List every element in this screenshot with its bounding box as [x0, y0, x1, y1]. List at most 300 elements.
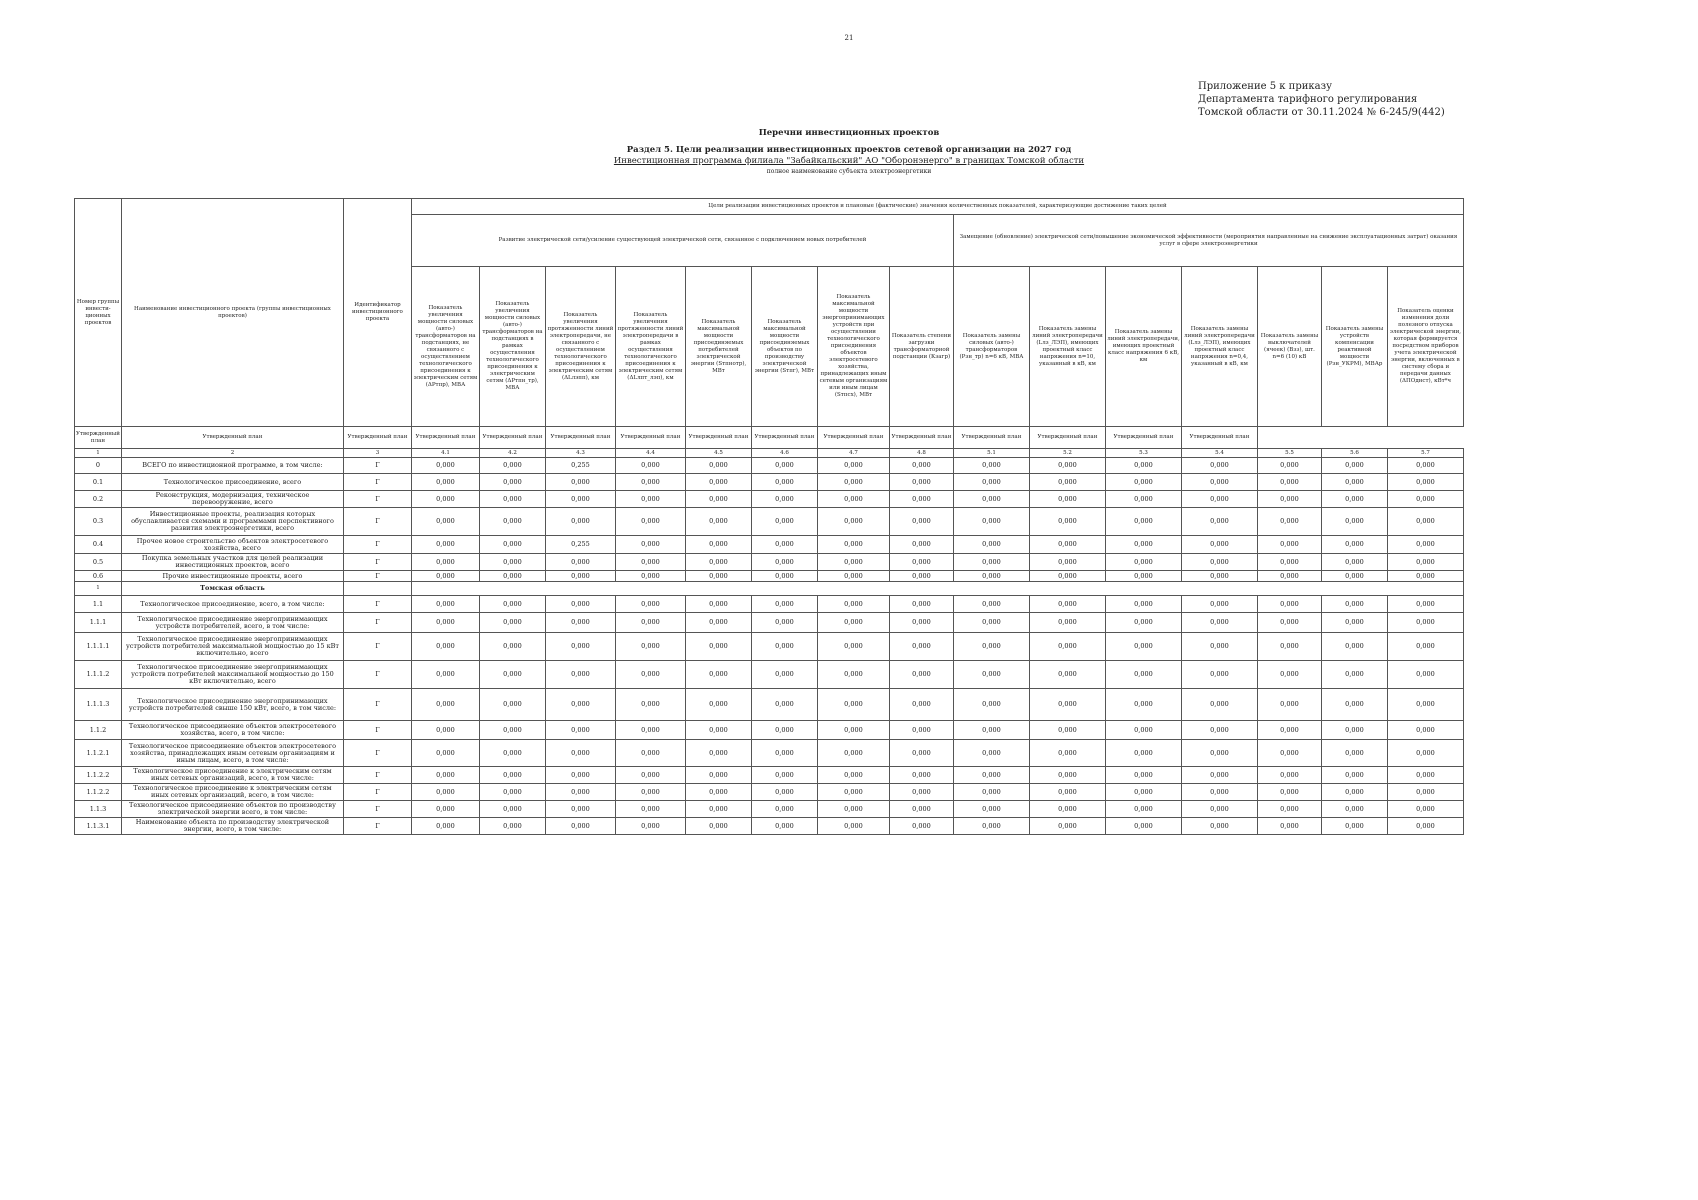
empty-cell: [343, 582, 411, 596]
cell-value: 0,255: [545, 536, 615, 554]
row-name: Реконструкция, модернизация, техническое перевооружение, всего: [121, 491, 343, 508]
row-name: Технологическое присоединение к электрическим сетям иных сетевых организаций, всего, в том числе:: [121, 767, 343, 784]
cell-value: 0,000: [889, 458, 953, 474]
cell-value: 0,000: [685, 458, 751, 474]
cell-value: 0,000: [817, 767, 889, 784]
table-row: [75, 571, 1464, 582]
cell-value: 0,000: [545, 554, 615, 571]
cell-value: 0,000: [685, 767, 751, 784]
row-id: Г: [343, 508, 411, 536]
cell-value: 0,000: [751, 767, 817, 784]
row-id: Г: [343, 689, 411, 721]
cell-value: 0,000: [479, 571, 545, 582]
column-number: 5.7: [1387, 449, 1463, 458]
indicator-header: Показатель замены линий электропередачи (Lлз_ЛЭП), имеющих проектный класс напряжения n=10, указанный в кВ, км: [1029, 267, 1105, 427]
cell-value: 0,000: [685, 633, 751, 661]
cell-value: 0,000: [953, 689, 1029, 721]
cell-value: 0,000: [1321, 661, 1387, 689]
indicator-header: Показатель максимальной мощности энергопринимающих устройств при осуществлении технологического присоединения объектов электросетевого хозяйства, принадлежащих иным сетевым организациям или иным лицам (Sтпсх), МВт: [817, 267, 889, 427]
cell-value: 0,000: [1257, 554, 1321, 571]
table-row: [75, 721, 1464, 740]
cell-value: 0,000: [953, 596, 1029, 613]
cell-value: 0,000: [953, 801, 1029, 818]
cell-value: 0,000: [1029, 613, 1105, 633]
table-row: [75, 740, 1464, 767]
cell-value: 0,000: [1257, 661, 1321, 689]
cell-value: 0,000: [685, 508, 751, 536]
cell-value: 0,000: [615, 689, 685, 721]
cell-value: 0,000: [1105, 721, 1181, 740]
cell-value: 0,000: [751, 596, 817, 613]
table-row: [75, 474, 1464, 491]
cell-value: 0,000: [953, 474, 1029, 491]
row-name: Наименование объекта по производству электрической энергии, всего, в том числе:: [121, 818, 343, 835]
cell-value: 0,000: [889, 571, 953, 582]
indicator-header: Показатель увеличения протяженности линий электропередачи в рамках осуществления технологического присоединения к электрическим сетям (ΔLлпт_лэп), км: [615, 267, 685, 427]
document-title: Перечни инвестиционных проектов: [758, 128, 940, 138]
cell-value: 0,000: [1387, 740, 1463, 767]
cell-value: 0,000: [1105, 554, 1181, 571]
cell-value: 0,000: [1257, 613, 1321, 633]
cell-value: 0,000: [479, 767, 545, 784]
cell-value: 0,000: [751, 571, 817, 582]
row-name: Технологическое присоединение энергопринимающих устройств потребителей свыше 150 кВт, всего, в том числе:: [121, 689, 343, 721]
cell-value: 0,000: [1257, 508, 1321, 536]
cell-value: 0,000: [1321, 571, 1387, 582]
column-number: 4.7: [817, 449, 889, 458]
row-number: 1.1.2: [75, 721, 122, 740]
cell-value: 0,000: [1257, 633, 1321, 661]
cell-value: 0,000: [545, 818, 615, 835]
cell-value: 0,000: [1029, 474, 1105, 491]
cell-value: 0,000: [889, 596, 953, 613]
cell-value: 0,000: [479, 801, 545, 818]
cell-value: 0,000: [545, 596, 615, 613]
header-replacement: Замещение (обновление) электрической сети/повышение экономической эффективности (мероприятия направленные на снижение эксплуатационных затрат) оказания услуг в сфере электроэнергетики: [953, 215, 1463, 267]
cell-value: 0,000: [751, 740, 817, 767]
cell-value: 0,000: [615, 491, 685, 508]
indicator-header: Показатель увеличения мощности силовых (авто-) трансформаторов на подстанциях, не связанного с осуществлением технологического присоединения к электрическим сетям (ΔPтпр), МВА: [411, 267, 479, 427]
region-name: Томская область: [121, 582, 343, 596]
row-id: Г: [343, 491, 411, 508]
cell-value: 0,000: [953, 554, 1029, 571]
row-number: 1.1.1.2: [75, 661, 122, 689]
cell-value: 0,000: [1029, 458, 1105, 474]
cell-value: 0,000: [751, 458, 817, 474]
plan-label: Утвержденный план: [953, 427, 1029, 449]
cell-value: 0,000: [1387, 721, 1463, 740]
cell-value: 0,000: [545, 784, 615, 801]
table-row: [75, 801, 1464, 818]
cell-value: 0,000: [1029, 633, 1105, 661]
cell-value: 0,000: [1105, 491, 1181, 508]
cell-value: 0,000: [889, 554, 953, 571]
table-row: [75, 536, 1464, 554]
cell-value: 0,000: [1257, 818, 1321, 835]
cell-value: 0,000: [751, 721, 817, 740]
row-name: Технологическое присоединение энергопринимающих устройств потребителей, всего, в том числе:: [121, 613, 343, 633]
cell-value: 0,000: [545, 767, 615, 784]
appendix-line: Приложение 5 к приказу: [1198, 81, 1332, 92]
row-id: Г: [343, 721, 411, 740]
cell-value: 0,000: [1387, 661, 1463, 689]
section-title: Раздел 5. Цели реализации инвестиционных проектов сетевой организации на 2027 год: [626, 145, 1072, 155]
cell-value: 0,000: [1029, 536, 1105, 554]
cell-value: 0,000: [1321, 554, 1387, 571]
empty-cell: [411, 582, 1463, 596]
cell-value: 0,000: [1387, 491, 1463, 508]
cell-value: 0,000: [751, 784, 817, 801]
cell-value: 0,000: [615, 536, 685, 554]
cell-value: 0,000: [889, 536, 953, 554]
indicator-header: Показатель замены линий электропередачи (Lлз_ЛЭП), имеющих проектный класс напряжения n=0,4, указанный в кВ, км: [1181, 267, 1257, 427]
column-number: 3: [343, 449, 411, 458]
cell-value: 0,000: [751, 818, 817, 835]
cell-value: 0,000: [1105, 474, 1181, 491]
cell-value: 0,000: [615, 613, 685, 633]
cell-value: 0,000: [615, 508, 685, 536]
cell-value: 0,000: [889, 801, 953, 818]
cell-value: 0,000: [889, 784, 953, 801]
row-number: 0.6: [75, 571, 122, 582]
cell-value: 0,000: [685, 596, 751, 613]
cell-value: 0,000: [889, 508, 953, 536]
plan-label: Утвержденный план: [615, 427, 685, 449]
cell-value: 0,000: [411, 818, 479, 835]
column-number: 2: [121, 449, 343, 458]
table-row: [75, 491, 1464, 508]
cell-value: 0,000: [411, 508, 479, 536]
cell-value: 0,000: [1321, 474, 1387, 491]
table-row: [75, 508, 1464, 536]
plan-label: Утвержденный план: [1181, 427, 1257, 449]
cell-value: 0,000: [751, 801, 817, 818]
cell-value: 0,000: [685, 536, 751, 554]
cell-value: 0,000: [479, 613, 545, 633]
cell-value: 0,000: [685, 721, 751, 740]
cell-value: 0,000: [1181, 633, 1257, 661]
cell-value: 0,000: [1257, 784, 1321, 801]
cell-value: 0,000: [889, 689, 953, 721]
cell-value: 0,000: [1257, 721, 1321, 740]
row-id: Г: [343, 474, 411, 491]
cell-value: 0,255: [545, 458, 615, 474]
cell-value: 0,000: [953, 767, 1029, 784]
row-number: 0.5: [75, 554, 122, 571]
subject-caption: полное наименование субъекта электроэнергетики: [766, 168, 932, 175]
row-id: Г: [343, 767, 411, 784]
row-name: Технологическое присоединение, всего, в том числе:: [121, 596, 343, 613]
table-row: [75, 784, 1464, 801]
indicator-header: Показатель увеличения протяженности линий электропередачи, не связанного с осуществлением технологического присоединения к электрическим сетям (ΔLлэпп), км: [545, 267, 615, 427]
cell-value: 0,000: [889, 818, 953, 835]
cell-value: 0,000: [1029, 661, 1105, 689]
cell-value: 0,000: [685, 613, 751, 633]
row-number: 0.4: [75, 536, 122, 554]
cell-value: 0,000: [1387, 633, 1463, 661]
cell-value: 0,000: [1181, 554, 1257, 571]
cell-value: 0,000: [1181, 508, 1257, 536]
cell-value: 0,000: [615, 571, 685, 582]
cell-value: 0,000: [479, 491, 545, 508]
cell-value: 0,000: [1257, 536, 1321, 554]
cell-value: 0,000: [1105, 740, 1181, 767]
row-number: 0: [75, 458, 122, 474]
row-name: Инвестиционные проекты, реализация которых обуславливается схемами и программами перспективного развития электроэнергетики, всего: [121, 508, 343, 536]
row-number: 1.1.2.2: [75, 767, 122, 784]
cell-value: 0,000: [953, 458, 1029, 474]
cell-value: 0,000: [751, 508, 817, 536]
cell-value: 0,000: [1321, 740, 1387, 767]
table-row: [75, 661, 1464, 689]
table-row: [75, 554, 1464, 571]
column-number: 4.6: [751, 449, 817, 458]
cell-value: 0,000: [1321, 801, 1387, 818]
cell-value: 0,000: [1387, 458, 1463, 474]
cell-value: 0,000: [479, 689, 545, 721]
cell-value: 0,000: [1387, 818, 1463, 835]
cell-value: 0,000: [1387, 536, 1463, 554]
cell-value: 0,000: [615, 721, 685, 740]
column-number: 4.5: [685, 449, 751, 458]
investment-goals-table: [74, 198, 1464, 835]
cell-value: 0,000: [685, 801, 751, 818]
cell-value: 0,000: [545, 689, 615, 721]
cell-value: 0,000: [1029, 721, 1105, 740]
cell-value: 0,000: [1321, 767, 1387, 784]
cell-value: 0,000: [817, 661, 889, 689]
indicator-header: Показатель увеличения мощности силовых (авто-) трансформаторов на подстанциях в рамках осуществления технологического присоединения к электрическим сетям (ΔPтпн_тр), МВА: [479, 267, 545, 427]
cell-value: 0,000: [889, 767, 953, 784]
row-id: Г: [343, 536, 411, 554]
row-number: 1.1.2.2: [75, 784, 122, 801]
column-number: 5.4: [1181, 449, 1257, 458]
cell-value: 0,000: [1105, 508, 1181, 536]
cell-value: 0,000: [1321, 613, 1387, 633]
cell-value: 0,000: [615, 661, 685, 689]
indicator-header: Показатель оценки изменения доли полезного отпуска электрической энергии, которая формируется посредством приборов учета электрической энергии, включенных в систему сбора и передачи данных (ΔПОднст), кВт*ч: [1387, 267, 1463, 427]
cell-value: 0,000: [615, 633, 685, 661]
cell-value: 0,000: [1321, 458, 1387, 474]
cell-value: 0,000: [685, 784, 751, 801]
column-number: 5.5: [1257, 449, 1321, 458]
cell-value: 0,000: [1029, 554, 1105, 571]
column-number: 5.1: [953, 449, 1029, 458]
cell-value: 0,000: [1181, 458, 1257, 474]
cell-value: 0,000: [953, 721, 1029, 740]
cell-value: 0,000: [751, 554, 817, 571]
cell-value: 0,000: [1321, 596, 1387, 613]
indicator-header: Показатель замены линий электропередачи, имеющих проектный класс напряжения 6 кВ, км: [1105, 267, 1181, 427]
column-number: 5.2: [1029, 449, 1105, 458]
cell-value: 0,000: [1387, 571, 1463, 582]
cell-value: 0,000: [751, 474, 817, 491]
cell-value: 0,000: [1321, 818, 1387, 835]
cell-value: 0,000: [545, 613, 615, 633]
cell-value: 0,000: [953, 613, 1029, 633]
cell-value: 0,000: [1029, 740, 1105, 767]
cell-value: 0,000: [1181, 536, 1257, 554]
cell-value: 0,000: [545, 474, 615, 491]
cell-value: 0,000: [817, 740, 889, 767]
row-name: Технологическое присоединение к электрическим сетям иных сетевых организаций, всего, в том числе:: [121, 784, 343, 801]
cell-value: 0,000: [685, 818, 751, 835]
row-id: Г: [343, 596, 411, 613]
plan-label: Утвержденный план: [817, 427, 889, 449]
cell-value: 0,000: [1181, 596, 1257, 613]
cell-value: 0,000: [545, 801, 615, 818]
row-name: Технологическое присоединение, всего: [121, 474, 343, 491]
cell-value: 0,000: [479, 818, 545, 835]
cell-value: 0,000: [1029, 491, 1105, 508]
cell-value: 0,000: [1105, 458, 1181, 474]
cell-value: 0,000: [1105, 818, 1181, 835]
cell-value: 0,000: [411, 613, 479, 633]
cell-value: 0,000: [479, 633, 545, 661]
cell-value: 0,000: [817, 784, 889, 801]
cell-value: 0,000: [545, 633, 615, 661]
cell-value: 0,000: [817, 571, 889, 582]
cell-value: 0,000: [817, 613, 889, 633]
row-name: ВСЕГО по инвестиционной программе, в том числе:: [121, 458, 343, 474]
cell-value: 0,000: [1181, 474, 1257, 491]
cell-value: 0,000: [1181, 491, 1257, 508]
cell-value: 0,000: [1029, 508, 1105, 536]
plan-label: Утвержденный план: [1029, 427, 1105, 449]
column-number: 1: [75, 449, 122, 458]
header-development: Развитие электрической сети/усиление существующей электрической сети, связанное с подключением новых потребителей: [411, 215, 953, 267]
row-id: Г: [343, 458, 411, 474]
cell-value: 0,000: [751, 689, 817, 721]
indicator-header: Показатель максимальной мощности присоединяемых потребителей электрической энергии (Sтпнотр), МВт: [685, 267, 751, 427]
row-number: 1.1.3: [75, 801, 122, 818]
plan-label: Утвержденный план: [121, 427, 343, 449]
cell-value: 0,000: [751, 536, 817, 554]
cell-value: 0,000: [479, 740, 545, 767]
cell-value: 0,000: [411, 721, 479, 740]
cell-value: 0,000: [1387, 508, 1463, 536]
row-number: 1.1.3.1: [75, 818, 122, 835]
cell-value: 0,000: [479, 554, 545, 571]
cell-value: 0,000: [1181, 801, 1257, 818]
row-name: Технологическое присоединение объектов электросетевого хозяйства, принадлежащих иным сетевым организациям и иным лицам, всего, в том числе:: [121, 740, 343, 767]
cell-value: 0,000: [1257, 689, 1321, 721]
cell-value: 0,000: [953, 508, 1029, 536]
cell-value: 0,000: [1029, 767, 1105, 784]
cell-value: 0,000: [1321, 491, 1387, 508]
cell-value: 0,000: [615, 474, 685, 491]
cell-value: 0,000: [1387, 784, 1463, 801]
column-number: 4.8: [889, 449, 953, 458]
cell-value: 0,000: [1321, 689, 1387, 721]
page-number: 21: [844, 34, 854, 42]
cell-value: 0,000: [615, 740, 685, 767]
row-id: Г: [343, 740, 411, 767]
row-number: 1.1: [75, 596, 122, 613]
cell-value: 0,000: [817, 633, 889, 661]
cell-value: 0,000: [545, 508, 615, 536]
cell-value: 0,000: [751, 633, 817, 661]
row-name: Технологическое присоединение энергопринимающих устройств потребителей максимальной мощностью до 150 кВт включительно, всего: [121, 661, 343, 689]
cell-value: 0,000: [411, 491, 479, 508]
cell-value: 0,000: [751, 491, 817, 508]
column-number: 4.4: [615, 449, 685, 458]
row-name: Покупка земельных участков для целей реализации инвестиционных проектов, всего: [121, 554, 343, 571]
row-number: 0.2: [75, 491, 122, 508]
investment-table-wrapper: [74, 198, 1464, 835]
cell-value: 0,000: [411, 784, 479, 801]
cell-value: 0,000: [1029, 596, 1105, 613]
indicator-header: Показатель замены силовых (авто-) трансформаторов (Pзн_тр) n=6 кВ, МВА: [953, 267, 1029, 427]
cell-value: 0,000: [889, 633, 953, 661]
cell-value: 0,000: [751, 661, 817, 689]
plan-label: Утвержденный план: [75, 427, 122, 449]
cell-value: 0,000: [479, 784, 545, 801]
cell-value: 0,000: [1105, 801, 1181, 818]
row-id: Г: [343, 571, 411, 582]
cell-value: 0,000: [1181, 784, 1257, 801]
cell-value: 0,000: [1321, 536, 1387, 554]
cell-value: 0,000: [479, 536, 545, 554]
header-project-id: Идентификатор инвестиционного проекта: [343, 199, 411, 427]
cell-value: 0,000: [1387, 596, 1463, 613]
cell-value: 0,000: [1257, 596, 1321, 613]
cell-value: 0,000: [1181, 571, 1257, 582]
cell-value: 0,000: [479, 661, 545, 689]
cell-value: 0,000: [889, 613, 953, 633]
cell-value: 0,000: [1257, 491, 1321, 508]
cell-value: 0,000: [1387, 767, 1463, 784]
cell-value: 0,000: [479, 474, 545, 491]
row-number: 0.3: [75, 508, 122, 536]
cell-value: 0,000: [685, 474, 751, 491]
cell-value: 0,000: [817, 536, 889, 554]
cell-value: 0,000: [1387, 474, 1463, 491]
plan-label: Утвержденный план: [343, 427, 411, 449]
plan-label: Утвержденный план: [685, 427, 751, 449]
column-number: 5.6: [1321, 449, 1387, 458]
row-id: Г: [343, 613, 411, 633]
row-id: Г: [343, 818, 411, 835]
cell-value: 0,000: [817, 818, 889, 835]
cell-value: 0,000: [1105, 689, 1181, 721]
indicator-header: Показатель степени загрузки трансформаторной подстанции (Кзагр): [889, 267, 953, 427]
column-number: 4.2: [479, 449, 545, 458]
row-name: Технологическое присоединение энергопринимающих устройств потребителей максимальной мощностью до 15 кВт включительно, всего: [121, 633, 343, 661]
column-number: 4.3: [545, 449, 615, 458]
cell-value: 0,000: [1105, 767, 1181, 784]
cell-value: 0,000: [953, 661, 1029, 689]
cell-value: 0,000: [411, 596, 479, 613]
plan-label: Утвержденный план: [545, 427, 615, 449]
cell-value: 0,000: [953, 740, 1029, 767]
cell-value: 0,000: [545, 740, 615, 767]
cell-value: 0,000: [685, 491, 751, 508]
cell-value: 0,000: [1321, 508, 1387, 536]
row-number: 1.1.1.3: [75, 689, 122, 721]
cell-value: 0,000: [1029, 801, 1105, 818]
cell-value: 0,000: [953, 784, 1029, 801]
cell-value: 0,000: [1387, 613, 1463, 633]
cell-value: 0,000: [1181, 661, 1257, 689]
row-name: Технологическое присоединение объектов электросетевого хозяйства, всего, в том числе:: [121, 721, 343, 740]
column-number: 4.1: [411, 449, 479, 458]
cell-value: 0,000: [615, 596, 685, 613]
cell-value: 0,000: [817, 458, 889, 474]
cell-value: 0,000: [411, 740, 479, 767]
cell-value: 0,000: [545, 491, 615, 508]
row-number: 1: [75, 582, 122, 596]
